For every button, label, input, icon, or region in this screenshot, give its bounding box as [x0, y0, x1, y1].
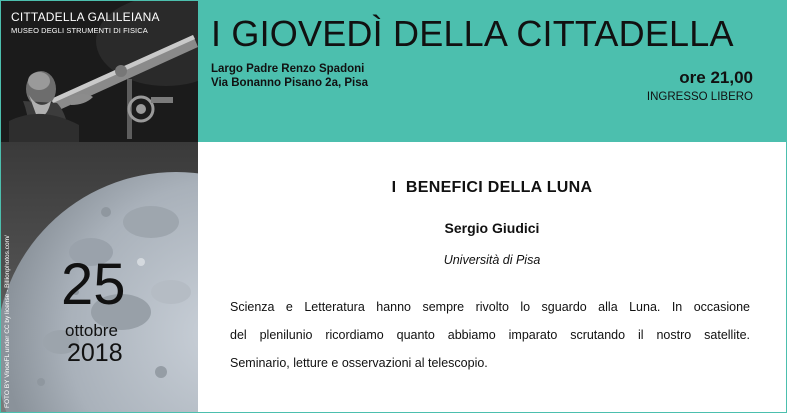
speaker-name: Sergio Giudici [444, 220, 540, 236]
date-year: 2018 [67, 339, 123, 367]
telescope-image-panel [1, 1, 198, 142]
photo-credit: FOTO BY VinoeFL under CC by license - Billionphotos.com/ [4, 235, 11, 408]
date-day: 25 [61, 252, 126, 317]
organization-subtitle: MUSEO DEGLI STRUMENTI DI FISICA [11, 26, 148, 35]
address-line-2: Via Bonanno Pisano 2a, Pisa [211, 77, 369, 89]
description-line: Scienza e Letteratura hanno sempre rivolto lo sguardo alla Luna. In occasione [230, 300, 750, 314]
speaker-affiliation: Università di Pisa [443, 253, 541, 267]
description-line: del plenilunio ricordiamo quanto abbiamo imparato scrutando il nostro satellite. [230, 328, 750, 342]
moon-image-panel [1, 142, 198, 412]
address-line-1: Largo Padre Renzo Spadoni [211, 63, 365, 75]
description-line: Seminario, letture e osservazioni al telescopio. [230, 356, 488, 370]
talk-title: I BENEFICI DELLA LUNA [391, 179, 593, 196]
date-month: ottobre [65, 321, 118, 340]
series-title: I GIOVEDÌ DELLA CITTADELLA [211, 13, 734, 54]
entry-info: INGRESSO LIBERO [646, 91, 753, 103]
event-time: ore 21,00 [679, 68, 753, 87]
event-description [230, 293, 750, 377]
organization-name: CITTADELLA GALILEIANA [11, 10, 160, 24]
header-banner [198, 1, 786, 142]
